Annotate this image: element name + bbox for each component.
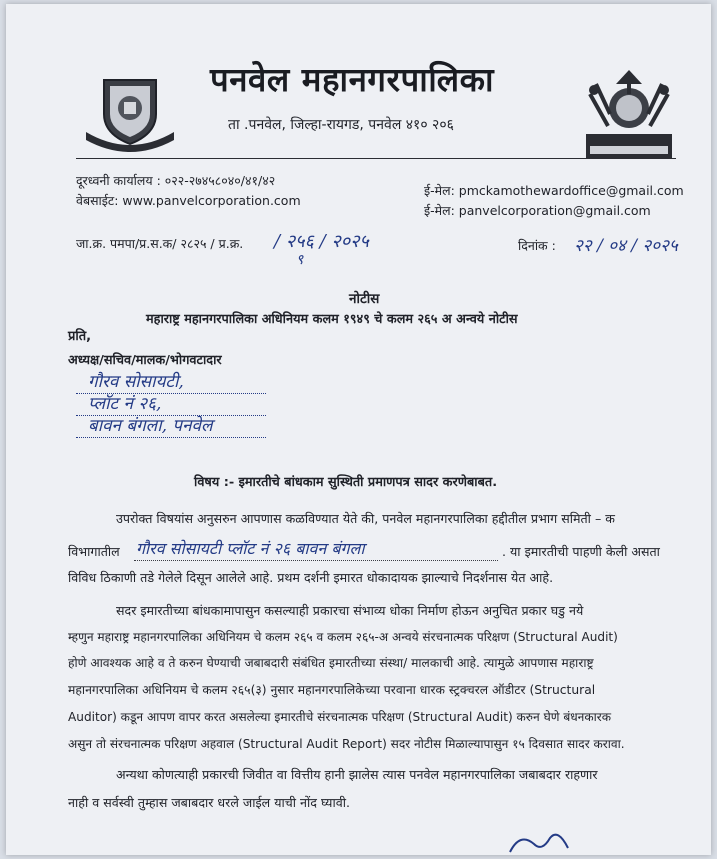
recipient-location: बावन बंगला, पनवेल <box>88 416 213 436</box>
outward-number-handwritten: / २५६ / २०२५ <box>274 231 369 252</box>
recipient-line-underline <box>76 437 266 438</box>
outward-number-label: जा.क्र. पमपा/प्र.स.क/ २८२५ / प्र.क्र. <box>76 236 244 251</box>
date-label: दिनांक : <box>518 238 556 253</box>
header-divider <box>76 158 676 159</box>
notice-document <box>6 4 711 855</box>
notice-heading: नोटीस <box>349 291 380 307</box>
body-paragraph-1-line-2-suffix: . या इमारतीची पाहणी केली असता <box>502 544 660 559</box>
recipient-role: अध्यक्ष/सचिव/मालक/भोगवटादार <box>68 353 222 368</box>
body-paragraph-3-line-1: अन्यथा कोणत्याही प्रकारची जिवीत वा वित्तीय हानी झालेस त्यास पनवेल महानगरपालिका जबाबदार राहणार <box>116 767 598 782</box>
body-paragraph-1-line-2-prefix: विभागातील <box>68 544 120 559</box>
body-handwritten-address: गौरव सोसायटी प्लॉट नं २६ बावन बंगला <box>136 539 365 558</box>
body-paragraph-1-line-1: उपरोक्त विषयांस अनुसरुन आपणास कळविण्यात येते की, पनवेल महानगरपालिका हद्दीतील प्रभाग समिती – क <box>116 511 615 526</box>
body-paragraph-2-line-3: होणे आवश्यक आहे व ते करुन घेण्याची जबाबदारी संबंधित इमारतीच्या संस्था/ मालकाची आहे. त्यामुळे आपणास महाराष्ट्र <box>68 656 594 670</box>
org-title: पनवेल महानगरपालिका <box>210 60 495 99</box>
phone-number: दूरध्वनी कार्यालय : ०२२-२७४५८०४०/४१/४२ <box>76 173 276 188</box>
notice-subheading: महाराष्ट्र महानगरपालिका अधिनियम कलम १९४९ चे कलम २६५ अ अन्वये नोटीस <box>146 312 518 327</box>
email-ward-office: ई-मेल: pmckamothewardoffice@gmail.com <box>424 183 684 198</box>
body-paragraph-2-line-1: सदर इमारतीच्या बांधकामापासुन कसल्याही प्रकारचा संभाव्य धोका निर्माण होऊन अनुचित प्रकार घडु नये <box>116 603 584 618</box>
recipient-plot: प्लॉट नं २६, <box>88 394 162 414</box>
recipient-society: गौरव सोसायटी, <box>88 372 184 392</box>
org-address: ता .पनवेल, जिल्हा-रायगड, पनवेल ४१० २०६ <box>228 117 454 133</box>
body-paragraph-2-line-6: असुन तो संरचनात्मक परिक्षण अहवाल (Structural Audit Report) सदर नोटीस मिळाल्यापासुन १५ दिवसात सादर करावा. <box>68 737 625 751</box>
municipal-emblem-logo <box>82 74 178 154</box>
signature-mark <box>506 830 586 855</box>
recipient-to: प्रति, <box>68 329 92 344</box>
date-value-handwritten: २२ / ०४ / २०२५ <box>574 236 678 256</box>
body-paragraph-2-line-4: महानगरपालिका अधिनियम चे कलम २६५(३) नुसार महानगरपालिकेच्या परवाना धारक स्ट्रक्चरल ऑडीटर (Structural <box>68 683 596 697</box>
body-paragraph-1-line-3: विविध ठिकाणी तडे गेलेले दिसून आलेले आहे. प्रथम दर्शनी इमारत धोकादायक झाल्याचे निदर्शनास येत आहे. <box>68 570 554 585</box>
website: वेबसाईट: www.panvelcorporation.com <box>76 193 301 208</box>
heritage-emblem-logo <box>580 64 678 164</box>
body-paragraph-2-line-2: म्हणुन महाराष्ट्र महानगरपालिका अधिनियम चे कलम २६५ व कलम २६५-अ अन्वये संरचनात्मक परिक्षण (Structural Audit) <box>68 630 618 644</box>
outward-number-sub: ९ <box>296 252 304 268</box>
email-corporation: ई-मेल: panvelcorporation@gmail.com <box>424 203 651 218</box>
body-paragraph-3-line-2: नाही व सर्वस्वी तुम्हास जबाबदार धरले जाईल याची नोंद घ्यावी. <box>68 795 350 810</box>
fill-in-dotted-line <box>134 560 498 561</box>
subject-line: विषय :- इमारतीचे बांधकाम सुस्थिती प्रमाणपत्र सादर करणेबाबत. <box>194 475 498 490</box>
body-paragraph-2-line-5: Auditor) कडून आपण वापर करत असलेल्या इमारतीचे संरचनात्मक परिक्षण (Structural Audit) करुन घेणे बंधनकारक <box>68 710 612 724</box>
